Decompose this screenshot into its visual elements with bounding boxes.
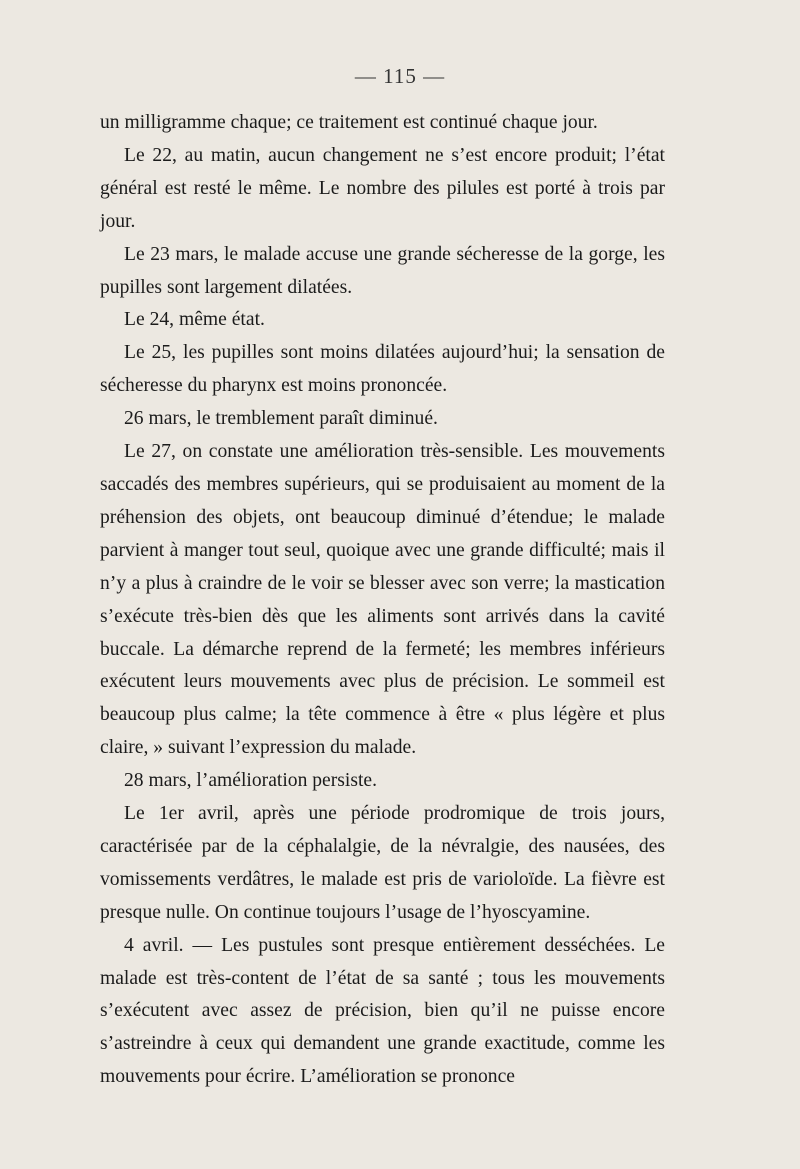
paragraph: Le 23 mars, le malade accuse une grande sécheresse de la gorge, les pupilles sont largement dilatées. bbox=[100, 243, 665, 298]
body-text bbox=[100, 107, 665, 1094]
paragraph: Le 22, au matin, aucun changement ne s’est encore produit; l’état général est resté le même. Le nombre des pilules est porté à trois par jour. bbox=[100, 144, 665, 232]
paragraph: un milligramme chaque; ce traitement est continué chaque jour. bbox=[100, 112, 598, 133]
paragraph: 26 mars, le tremblement paraît diminué. bbox=[124, 408, 438, 430]
page-number-header: — 115 — bbox=[354, 64, 446, 88]
paragraph: Le 25, les pupilles sont moins dilatées aujourd’hui; la sensation de sécheresse du pharynx est moins prononcée. bbox=[100, 342, 665, 397]
paragraph: 28 mars, l’amélioration persiste. bbox=[124, 770, 378, 792]
paragraph: Le 27, on constate une amélioration très-sensible. Les mouvements saccadés des membres supérieurs, qui se produisaient au moment de la préhension des objets, ont beaucoup diminué d’étendue; le malade parvient à manger tout seul, quoique avec une grande difficulté; mais il n’y a plus à craindre de le voir se blesser avec son verre; la mastication s’exécute très-bien dès que les aliments sont arrivés dans la cavité buccale. La démarche reprend de la fermeté; les membres inférieurs exécutent leurs mouvements avec plus de précision. Le sommeil est beaucoup plus calme; la tête commence à être « plus légère et plus claire, » suivant l’expression du malade. bbox=[100, 441, 665, 759]
paragraph: Le 24, même état. bbox=[124, 309, 265, 331]
paragraph: 4 avril. — Les pustules sont presque entièrement desséchées. Le malade est très-content de l’état de sa santé ; tous les mouvements s’exécutent avec assez de précision, bien qu’il ne puisse encore s’astreindre à ceux qui demandent une grande exactitude, comme les mouvements pour écrire. L’amélioration se prononce bbox=[100, 934, 665, 1088]
paragraph: Le 1er avril, après une période prodromique de trois jours, caractérisée par de la céphalalgie, de la névralgie, des nausées, des vomissements verdâtres, le malade est pris de varioloïde. La fièvre est presque nulle. On continue toujours l’usage de l’hyoscyamine. bbox=[100, 803, 665, 923]
